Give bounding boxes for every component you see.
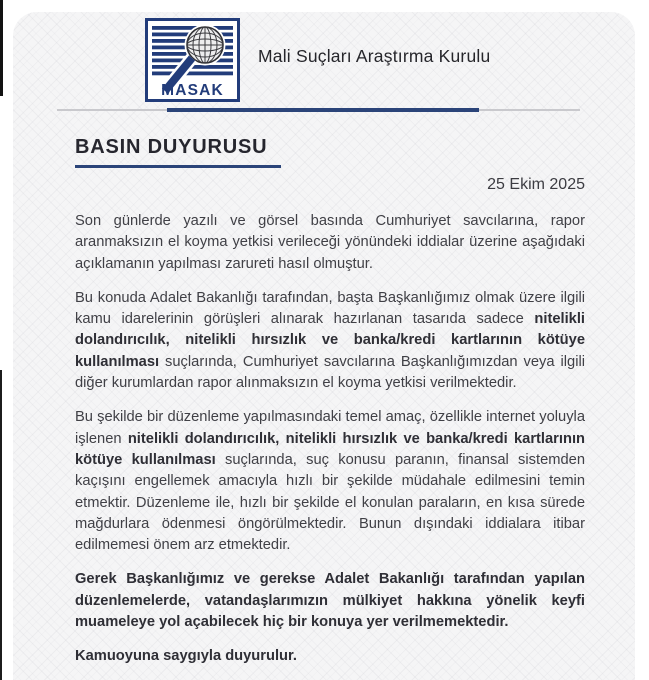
paragraph-1 [75, 211, 585, 275]
header-divider-accent [167, 108, 479, 112]
paragraph-3 [75, 407, 585, 556]
text-run-bold: nitelikli dolandırıcılık, nitelikli hırsızlık ve banka/kredi kartlarının kötüye kullanılması [75, 311, 585, 370]
org-name: Mali Suçları Araştırma Kurulu [258, 46, 491, 66]
text-run-bold: Kamuoyuna saygıyla duyurulur. [75, 648, 298, 665]
text-run: Bu konuda Adalet Bakanlığı tarafından, başta Başkanlığımız olmak üzere ilgili kamu idarelerinin görüşleri alınarak hazırlanan tasarıda sadece [75, 289, 585, 328]
text-run-bold: nitelikli dolandırıcılık, nitelikli hırsızlık ve banka/kredi kartlarının kötüye kullanılması [75, 430, 586, 468]
masak-logo-icon [145, 18, 240, 102]
press-title: BASIN DUYURUSU [75, 136, 281, 168]
text-run: suçlarında, Cumhuriyet savcılarına Başkanlığımızdan veya ilgili diğer kurumlardan rapor alınmaksızın el koyma yetkisi verilmektedir. [75, 353, 585, 392]
text-run: Bu şekilde bir düzenleme yapılmasındaki temel amaç, özellikle internet yoluyla işlenen [75, 409, 585, 447]
press-date: 25 Ekim 2025 [487, 176, 585, 193]
text-run: suçlarında, suç konusu paranın, finansal sistemden kaçışını engellemek amacıyla hızlı bir şekilde müdahale edilmesini temin etmektir. Düzenleme ile, hızlı bir şekilde el konulan paraların, en kısa sürede mağdurlara ödenmesi öngörülmektedir. Bunun dışındaki iddialara itibar edilmemesi önem arz etmektedir. [75, 451, 585, 554]
screenshot-edge-artifact [0, 0, 3, 96]
paragraph-4 [75, 569, 585, 633]
logo-acronym: MASAK [161, 82, 224, 99]
screenshot-edge-artifact [0, 370, 2, 680]
paragraph-5 [75, 646, 585, 667]
text-run-bold: Gerek Başkanlığımız ve gerekse Adalet Bakanlığı tarafından yapılan düzenlemelerde, vatandaşlarımızın mülkiyet hakkına yönelik keyfi muameleye yol açabilecek hiç bir konuya yer verilmemektedir. [75, 571, 585, 631]
text-run: Son günlerde yazılı ve görsel basında Cumhuriyet savcılarına, rapor aranmaksızın el koyma yetkisi verileceği yönündeki iddialar üzerine aşağıdaki açıklamanın yapılması zarureti hasıl olmuştur. [75, 213, 585, 272]
press-body [75, 211, 585, 680]
paragraph-2 [75, 288, 585, 394]
